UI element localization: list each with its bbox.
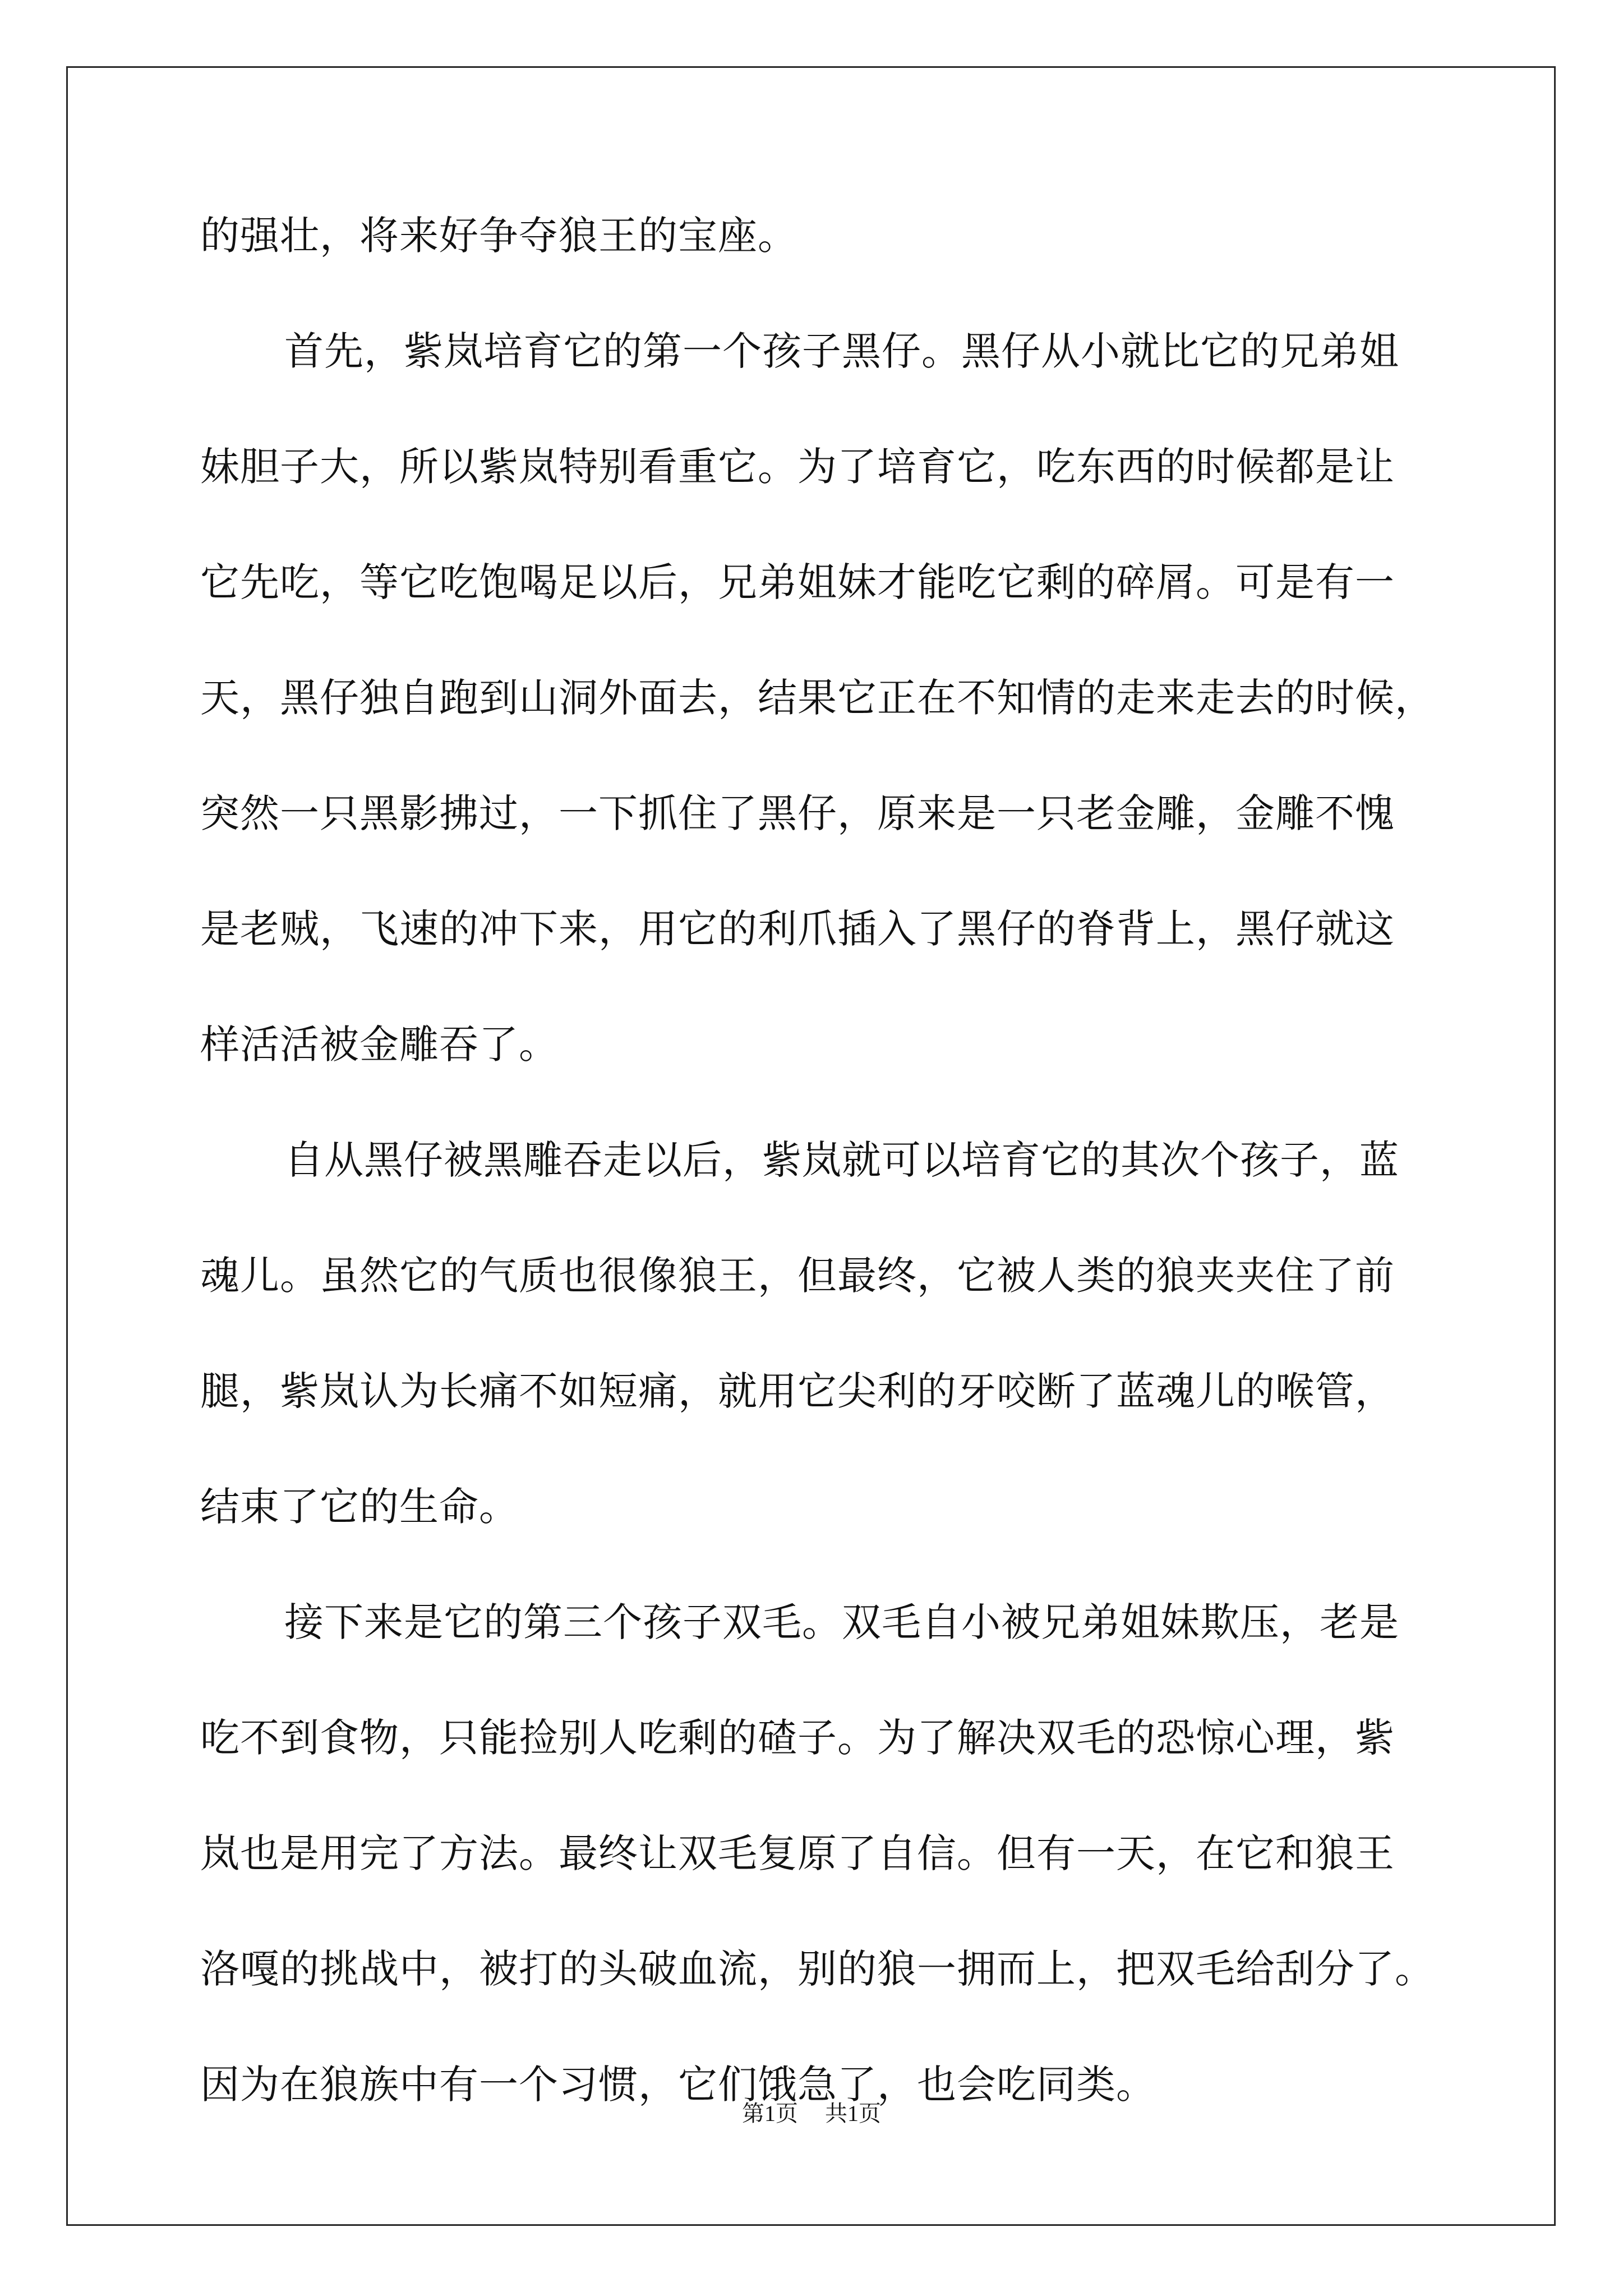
text-line: 是老贼，飞速的冲下来，用它的利爪插入了黑仔的脊背上，黑仔就这 bbox=[200, 906, 1395, 952]
text-line: 腿，紫岚认为长痛不如短痛，就用它尖利的牙咬断了蓝魂儿的喉管， bbox=[200, 1368, 1395, 1414]
text-line: 吃不到食物，只能捡别人吃剩的碴子。为了解决双毛的恐惊心理，紫 bbox=[200, 1715, 1395, 1761]
paragraph-start-line: 首先，紫岚培育它的第一个孩子黑仔。黑仔从小就比它的兄弟姐 bbox=[284, 328, 1399, 374]
text-line: 天，黑仔独自跑到山洞外面去，结果它正在不知情的走来走去的时候， bbox=[200, 675, 1435, 721]
text-line: 洛嘎的挑战中，被打的头破血流，别的狼一拥而上，把双毛给刮分了。 bbox=[200, 1946, 1435, 1992]
page-footer bbox=[0, 2098, 1623, 2129]
page-total: 共1页 bbox=[825, 2101, 881, 2126]
paragraph-start-line: 接下来是它的第三个孩子双毛。双毛自小被兄弟姐妹欺压，老是 bbox=[284, 1599, 1399, 1645]
text-line: 因为在狼族中有一个习惯，它们饿急了，也会吃同类。 bbox=[200, 2062, 1156, 2108]
text-line: 魂儿。虽然它的气质也很像狼王，但最终，它被人类的狼夹夹住了前 bbox=[200, 1253, 1395, 1299]
page-number: 第1页 bbox=[742, 2101, 798, 2126]
text-line: 妹胆子大，所以紫岚特别看重它。为了培育它，吃东西的时候都是让 bbox=[200, 444, 1395, 490]
text-line: 突然一只黑影拂过，一下抓住了黑仔，原来是一只老金雕，金雕不愧 bbox=[200, 790, 1395, 836]
text-line: 结束了它的生命。 bbox=[200, 1484, 519, 1530]
text-line: 岚也是用完了方法。最终让双毛复原了自信。但有一天，在它和狼王 bbox=[200, 1830, 1395, 1876]
text-line: 样活活被金雕吞了。 bbox=[200, 1022, 559, 1068]
text-line: 它先吃，等它吃饱喝足以后，兄弟姐妹才能吃它剩的碎屑。可是有一 bbox=[200, 559, 1395, 605]
paragraph-start-line: 自从黑仔被黑雕吞走以后，紫岚就可以培育它的其次个孩子，蓝 bbox=[284, 1137, 1399, 1183]
text-line: 的强壮，将来好争夺狼王的宝座。 bbox=[200, 213, 797, 259]
